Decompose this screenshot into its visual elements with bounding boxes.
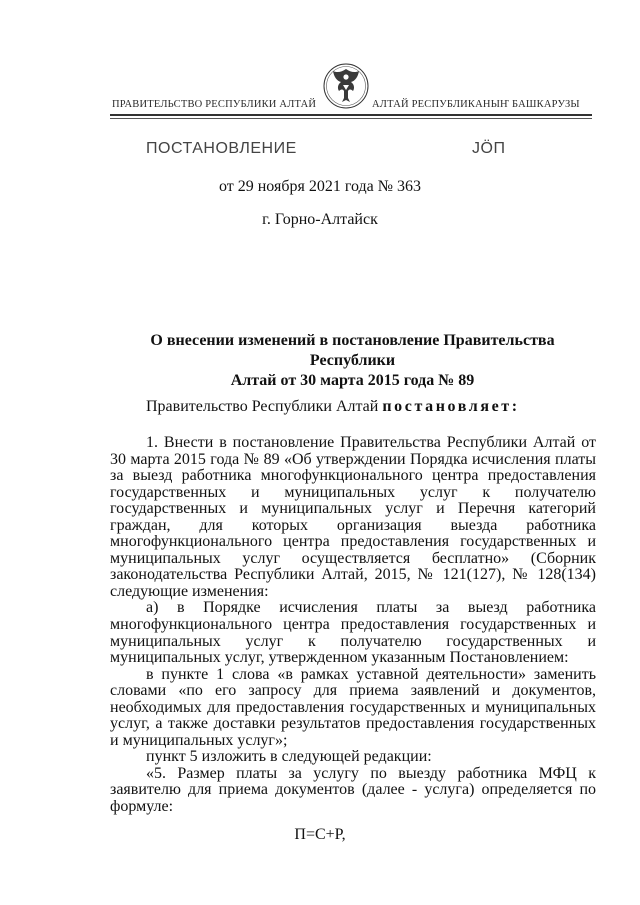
doc-type-russian: ПОСТАНОВЛЕНИЕ — [146, 140, 297, 157]
title-line-2: Алтай от 30 марта 2015 года № 89 — [230, 372, 475, 389]
doc-type-altai: ЈӦП — [472, 140, 506, 157]
document-title — [110, 331, 595, 391]
preamble-verb: постановляет: — [382, 398, 520, 415]
body-paragraph-1: 1. Внести в постановление Правительства Республики Алтай от 30 марта 2015 года № 89 «Об утверждении Порядка исчисления платы за выезд работника многофункционального центра предоставления государственных и муниципальных услуг к получателю государственных и муниципальных услуг и Перечня категорий граждан, для которых организация выезда работника многофункционального центра предоставления государственных и муниципальных услуг осуществляется бесплатно» (Сборник законодательства Республики Алтай, 2015, № 121(127), № 128(134) следующие изменения: — [110, 434, 596, 600]
city-line: г. Горно-Алтайск — [262, 211, 378, 228]
body-paragraph-4: пункт 5 изложить в следующей редакции: — [146, 748, 432, 766]
title-line-1: О внесении изменений в постановление Правительства Республики — [150, 332, 555, 369]
formula: П=С+Р, — [294, 826, 346, 843]
body-paragraph-2: а) в Порядке исчисления платы за выезд работника многофункционального центра предоставления государственных и муниципальных услуг к получателю государственных и муниципальных услуг, утвержденном указанным Постановлением: — [110, 599, 596, 667]
header-government-name: ПРАВИТЕЛЬСТВО РЕСПУБЛИКИ АЛТАЙ — [112, 99, 317, 110]
preamble — [146, 398, 520, 416]
body-paragraph-5: «5. Размер платы за услугу по выезду работника МФЦ к заявителю для приема документов (далее - услуга) определяется по формуле: — [110, 764, 596, 816]
header-government-name-altai: АЛТАЙ РЕСПУБЛИКАНЫҤ БАШКАРУЗЫ — [372, 99, 580, 110]
body-paragraph-3: в пункте 1 слова «в рамках уставной деятельности» заменить словами «по его запросу для приема заявлений и документов, необходимых для предоставления государственных и муниципальных услуг, а также доставки результатов предоставления государственных и муниципальных услуг»; — [110, 665, 596, 749]
header-rule-thin — [110, 118, 592, 119]
preamble-subject: Правительство Республики Алтай — [146, 398, 383, 415]
coat-of-arms-emblem — [323, 60, 369, 112]
body-text — [110, 435, 596, 816]
date-line: от 29 ноября 2021 года № 363 — [218, 178, 422, 195]
header-rule — [110, 114, 592, 116]
